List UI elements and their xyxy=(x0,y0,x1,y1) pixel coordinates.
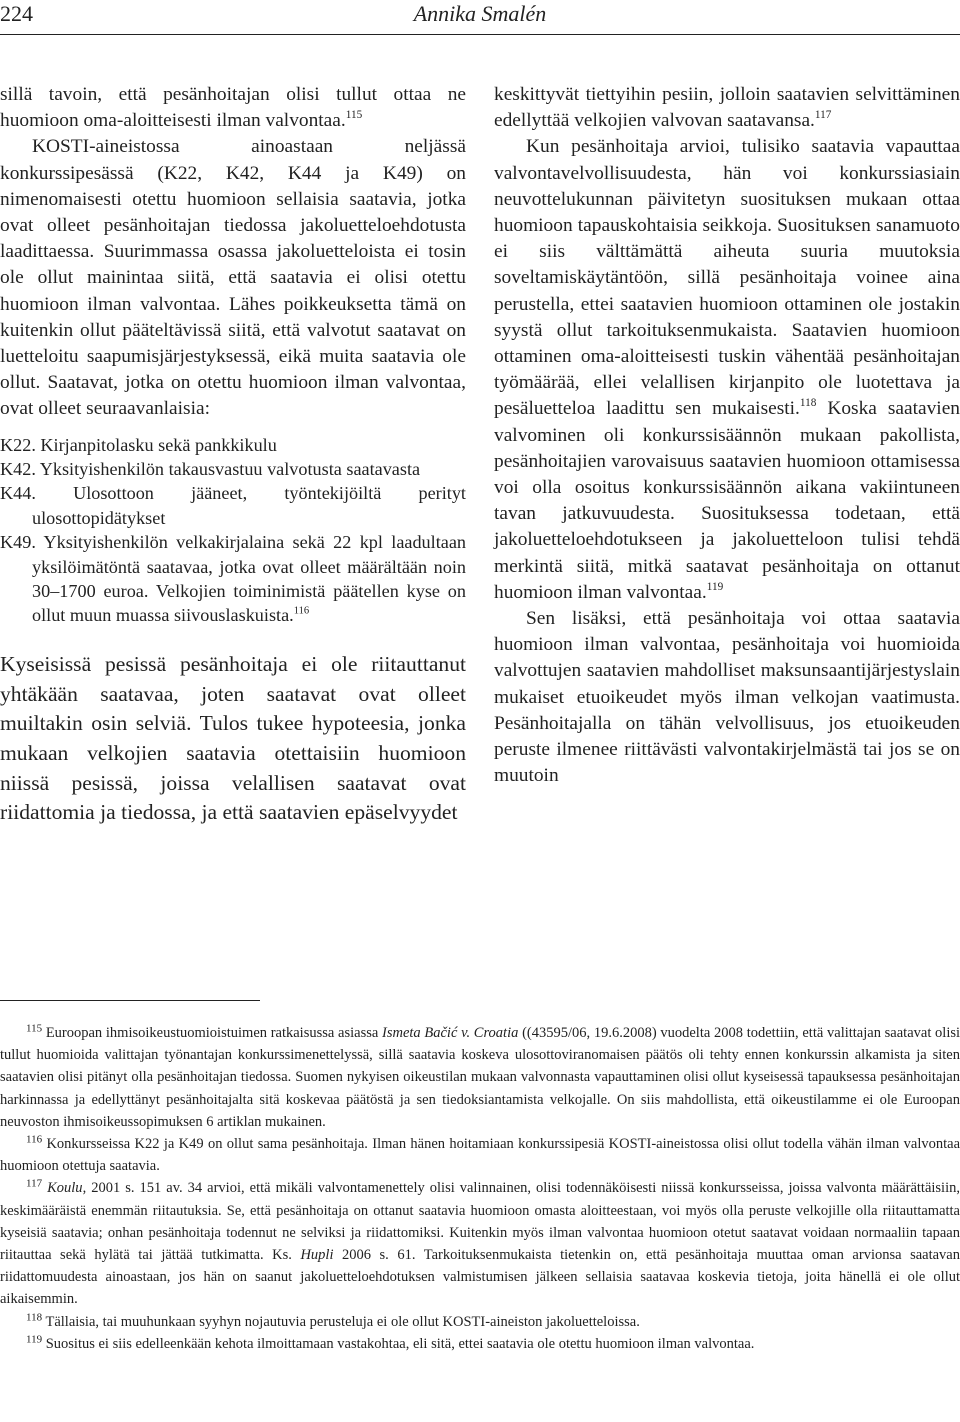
footnotes xyxy=(0,1022,960,1355)
left-column xyxy=(0,82,466,828)
right-column xyxy=(494,82,960,789)
footnote-ref[interactable]: 118 xyxy=(799,397,817,410)
case-item: K44. Ulosottoon jääneet, työntekijöiltä perityt ulosottopidätykset xyxy=(0,483,466,528)
paragraph: Kyseisissä pesissä pesänhoitaja ei ole riitauttanut yhtäkään saatavaa, joten saatavat ovat olleet muiltakin osin selviä. Tulos tukee hypoteesia, jonka mukaan velkojien saatavia otettaisiin huomioon niissä pesissä, joissa velallisen saatavat ovat riidattomia ja tiedossa, ja että saatavien epäselvyydet xyxy=(0,651,466,825)
footnote-ref[interactable]: 116 xyxy=(293,605,310,617)
paragraph: KOSTI-aineistossa ainoastaan neljässä konkurssipesässä (K22, K42, K44 ja K49) on nimenomaisesti otettu huomioon sellaisia saatavia, jotka ovat olleet pesänhoitajan tiedossa jakoluetteloehdotusta laadittaessa. Suurimmassa osassa jakoluetteloista ei tosin ole ollut mainintaa siitä, että saatavia ei olisi otettu huomioon ilman valvontaa. Lähes poikkeuksetta tämä on kuitenkin ollut pääteltävissä siitä, että valvotut saatavat on luetteloitu saapumisjärjestyksessä, eikä muita saatavia ole ollut. Saatavat, jotka on otettu huomioon ilman valvontaa, ovat olleet seuraavanlaisia: xyxy=(0,136,466,420)
footnote-number: 115 xyxy=(26,1022,43,1035)
paragraph: sillä tavoin, että pesänhoitajan olisi tullut ottaa ne huomioon oma-aloitteisesti ilman valvontaa.$^{115}$ xyxy=(0,84,466,132)
case-item: K42. Yksityishenkilön takausvastuu valvotusta saatavasta xyxy=(0,459,421,480)
paragraph: Sen lisäksi, että pesänhoitaja voi ottaa saatavia huomioon ilman valvontaa, pesänhoitaja voi huomioida valvottujen saatavien mahdolliset maksunsaantijärjestyslain mukaiset etuoikeudet myös ilman velkojan vaatimusta. Pesänhoitajalla on tähän velvollisuus, jos etuoikeuden peruste ilmenee riittävästi valvontakirjelmästä tai jos se on muutoin xyxy=(494,608,960,787)
footnote: $^{116}$ Konkursseissa K22 ja K49 on ollut sama pesänhoitaja. Ilman hänen hoitamiaan konkurssipesiä KOSTI-aineistossa olisi ollut todella vähän ilman valvontaa huomioon otettuja saatavia. xyxy=(0,1133,960,1175)
footnote-ref[interactable]: 115 xyxy=(345,109,363,122)
case-item: K22. Kirjanpitolasku sekä pankkikulu xyxy=(0,434,277,455)
header-rule xyxy=(0,34,960,35)
footnote: $^{117}$ Koulu, 2001 s. 151 av. 34 arvioi, että mikäli valvontamenettely olisi valinnainen, olisi todennäköisesti niissä konkursseissa, joissa valvonta määrättäisiin, keskimääräistä enemmän riitautuksia. Se, että pesänhoitaja on ottanut saatavia huomioon omasta aloitteestaan, voi myös olla peruste velkojille olla riitauttamatta kyseisiä saatavia; onhan pesänhoitaja todennut ne selviksi ja riidattomiksi. Kuitenkin myös ilman valvontaa huomioon otetut saatavat voidaan normaaliin tapaan riitauttaa sekä hylätä tai jättää tutkimatta. Ks. Hupli 2006 s. 61. Tarkoituksenmukaista tietenkin on, että pesänhoitaja muuttaa oman arvionsa saatavan riidattomuudesta ainoastaan, jos hän on saanut jakoluetteloehdotuksen valmistumisen jälkeen sellaisia saatavaa koskevia tietoja, joita hänellä ei ole ollut aikaisemmin. xyxy=(0,1177,960,1308)
footnote-number: 118 xyxy=(26,1311,43,1324)
paragraph: Kun pesänhoitaja arvioi, tulisiko saatavia vapauttaa valvontavelvollisuudesta, hän voi konkurssiasiain neuvottelukunnan päivitetyn suosituksen mukaan ottaa huomioon tapauskohtaisia seikkoja. Suosituksen sanamuoto ei siis välttämättä aiheuta suuria muutoksia soveltamiskäytäntöön, sillä pesänhoitaja voinee aina perustella, ettei saatavien huomioon ottaminen ole jostakin syystä ollut tarkoituksenmukaista. Saatavien huomioon ottaminen oma-aloitteisesti tuskin vähentää pesänhoitajan työmäärää, ellei velallisen kirjanpito ole luotettava ja pesäluetteloa laadittu sen mukaisesti.$^{118}$ Koska saatavien valvominen oli konkurssisäännön mukaan pakollista, pesänhoitajien varovaisuus saatavien huomioon ottamisessa voi olla osoitus konkurssisäännön aikana vakiintuneen tavan jatkuvuudesta. Suosituksessa todetaan, että jakoluetteloehdotukseen ja jakoluetteloon tulisi tehdä merkintä siitä, mitkä saatavat pesänhoitaja on ottanut huomioon ilman valvontaa.$^{119}$ xyxy=(494,136,960,603)
footnote-number: 117 xyxy=(26,1177,43,1190)
running-title: Annika Smalén xyxy=(413,1,547,26)
footnote-number: 119 xyxy=(26,1333,43,1346)
paragraph: keskittyvät tiettyihin pesiin, jolloin saatavien selvittäminen edellyttää velkojien valvovan saatavansa.$^{117}$ xyxy=(494,84,960,132)
footnote: $^{115}$ Euroopan ihmisoikeustuomioistuimen ratkaisussa asiassa Ismeta Bačić v. Croatia ((43595/06, 19.6.2008) vuodelta 2008 todettiin, että valittajan saatavat olisi tullut huomioida valittajan työnantajan konkurssimenettelyssä, sillä saatavia koskeva ulosottoviranomaisen päätös oli tehty ennen konkurssin alkamista ja siten saatavien olisi pitänyt olla pesänhoitajan tiedossa. Suomen nykyisen oikeustilan mukaan valvonnasta vapauttaminen olisi ollut kyseisessä tapauksessa pesänhoitajan harkinnassa ja edellyttänyt pesänhoitajalta sitä koskevaa päätöstä ja sen tiedoksiantamista velkojalle. On siis mahdollista, että oikeustilamme ei ole Euroopan neuvoston ihmisoikeussopimuksen 6 artiklan mukainen. xyxy=(0,1022,960,1130)
page-number: 224 xyxy=(0,1,33,26)
footnote-ref[interactable]: 119 xyxy=(706,580,724,593)
footnote: $^{118}$ Tällaisia, tai muuhunkaan syyhyn nojautuvia perusteluja ei ole ollut KOSTI-aineiston jakoluetteloissa. xyxy=(26,1311,640,1330)
footnote-number: 116 xyxy=(26,1133,43,1146)
footnote-rule xyxy=(0,1000,260,1001)
footnote-ref[interactable]: 117 xyxy=(814,109,832,122)
page-header xyxy=(0,0,960,36)
case-list xyxy=(0,433,466,628)
footnote: $^{119}$ Suositus ei siis edelleenkään kehota ilmoittamaan vastakohtaa, eli sitä, ettei saatavia ole otettu huomioon ilman valvontaa. xyxy=(26,1333,755,1352)
case-item: K49. Yksityishenkilön velkakirjalaina sekä 22 kpl laadultaan yksilöimätöntä saatavaa, jotka ovat olleet määrältään noin 30–1700 euroa. Velkojien toiminimistä päätellen kyse on ollut muun muassa siivouslaskuista.$^{116}$ xyxy=(0,532,466,626)
